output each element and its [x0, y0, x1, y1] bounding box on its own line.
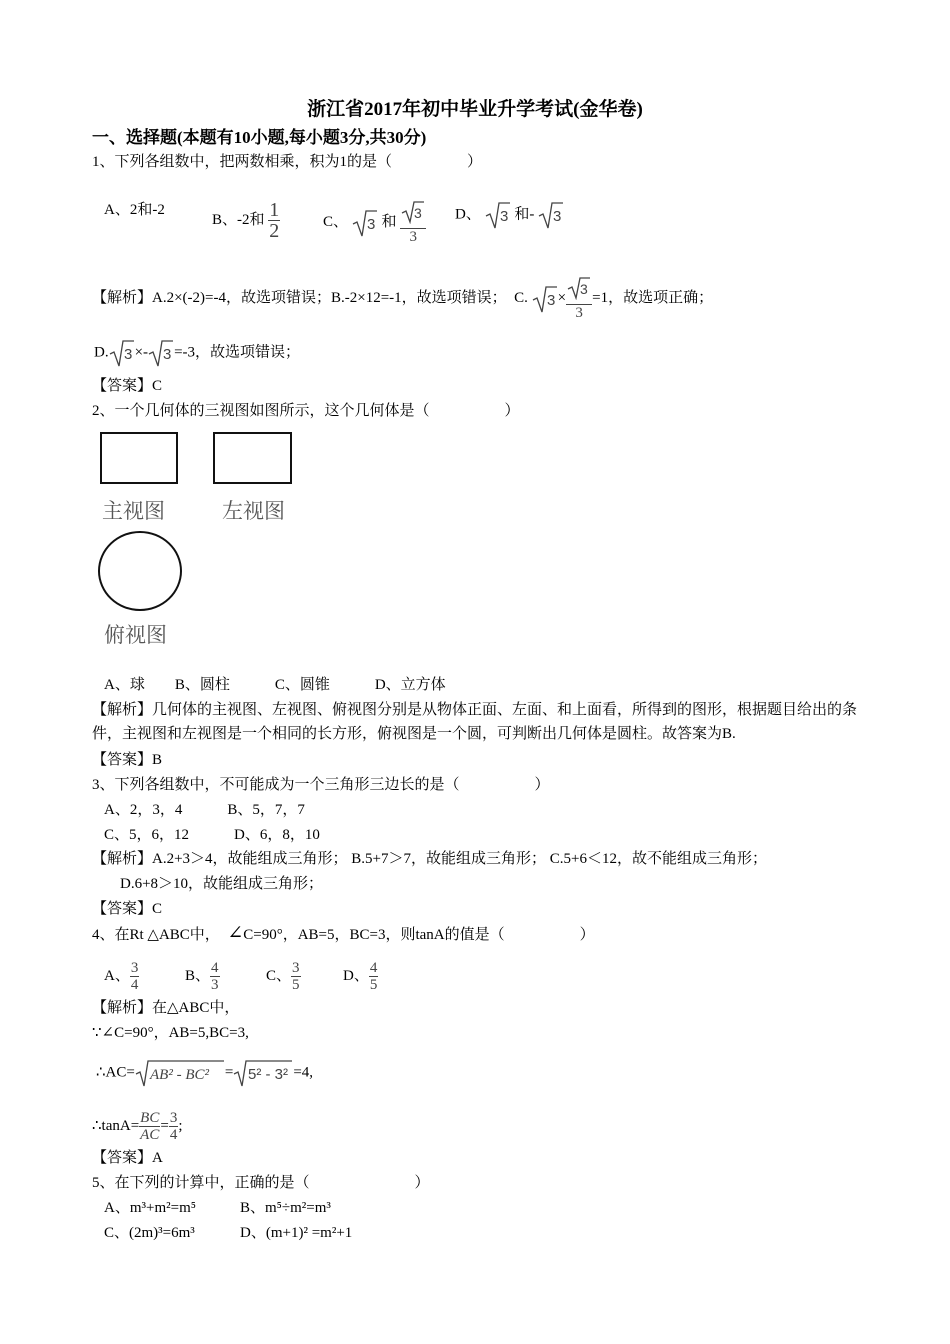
svg-text:3: 3 [123, 346, 132, 363]
q5-option-c: C、(2m)³=6m³ [104, 1225, 195, 1241]
q3-options-row2: C、5，6，12 D、6，8，10 [104, 827, 320, 843]
fraction-sqrt3-over-3: $\frac{3}{3}$ [566, 276, 592, 321]
q3-answer: 【答案】C [92, 901, 163, 917]
top-view-circle [98, 531, 182, 611]
q3-stem: 3、下列各组数中，不可能成为一个三角形三边长的是（ ） [92, 777, 550, 793]
left-view-rectangle [213, 432, 292, 484]
q1-option-b: B、-2和 $\frac{1}{2}$ [212, 199, 280, 242]
q1-option-c: C、 3 和 $\frac{3}{3}$ [323, 200, 426, 245]
sqrt-symbol [532, 284, 558, 314]
q1-answer: 【答案】C [92, 378, 163, 394]
q3-explanation-line1: 【解析】A.2+3＞4，故能组成三角形； B.5+7＞7，故能组成三角形； C.5+6＜12，故不能组成三角形； [92, 851, 767, 867]
fraction-bc-over-ac: $\frac{BC}{AC}$ [140, 1110, 160, 1143]
svg-text:3: 3 [163, 346, 172, 363]
sqrt-symbol [109, 338, 135, 368]
svg-text:AB² - BC²: AB² - BC² [149, 1067, 209, 1083]
q4-explanation: 【解析】在△ABC中， [92, 1000, 240, 1016]
fraction: $\frac{3}{5}$ [292, 960, 300, 993]
svg-text:3: 3 [553, 208, 562, 225]
angle-symbol: ∠ [227, 923, 244, 944]
fraction: $\frac{4}{5}$ [369, 960, 378, 993]
q4-option-d: D、 $\frac{4}{5}$ [343, 960, 378, 993]
q4-option-a: A、 $\frac{3}{4}$ [104, 960, 139, 993]
q3-explanation-line2: D.6+8＞10，故能组成三角形； [120, 876, 324, 892]
svg-text:5² - 3²: 5² - 3² [248, 1066, 289, 1083]
q4-answer: 【答案】A [92, 1150, 163, 1166]
svg-text:3: 3 [546, 291, 555, 309]
q1-explanation-line2: D. 3 ×- 3 =-3，故选项错误； [94, 338, 300, 368]
q3-options-row1: A、2，3，4 B、5，7，7 [104, 802, 305, 818]
svg-text:3: 3 [414, 205, 423, 221]
q4-given: ∵∠C=90°，AB=5,BC=3, [92, 1025, 249, 1041]
q4-tan-calc: ∴tanA= $\frac{BC}{AC}$ = $\frac{3}{4}$ ; [92, 1110, 183, 1143]
q2-options: A、球 B、圆柱 C、圆锥 D、立方体 [104, 677, 446, 693]
fraction: $\frac{4}{3}$ [211, 960, 219, 993]
section-heading: 一、选择题(本题有10小题,每小题3分,共30分) [92, 128, 427, 147]
fraction-half: $\frac{1}{2}$ [269, 199, 280, 242]
q5-option-d: D、(m+1)² =m²+1 [240, 1225, 353, 1241]
page-title: 浙江省2017年初中毕业升学考试(金华卷) [307, 99, 643, 120]
sqrt-symbol [148, 338, 174, 368]
q4-ac-calc: ∴AC= AB² - BC² = 5² - 3² =4, [96, 1058, 313, 1088]
q2-answer: 【答案】B [92, 752, 163, 768]
fraction-3-over-4: $\frac{3}{4}$ [169, 1110, 178, 1143]
svg-text:3: 3 [499, 208, 508, 225]
top-view-caption: 俯视图 [104, 623, 167, 647]
q5-option-b: B、m⁵÷m²=m³ [240, 1200, 331, 1216]
sqrt-symbol [538, 200, 564, 230]
sqrt-symbol [233, 1058, 293, 1088]
front-view-rectangle [100, 432, 178, 484]
q1-option-d: D、 3 和- 3 [455, 200, 564, 230]
svg-text:3: 3 [366, 215, 376, 233]
sqrt-symbol [567, 276, 591, 300]
fraction-sqrt3-over-3: $\frac{3}{3}$ [400, 200, 426, 245]
sqrt-symbol [352, 208, 378, 238]
sqrt-symbol [401, 200, 425, 224]
q1-option-a: A、2和-2 [104, 202, 165, 218]
q4-option-c: C、 $\frac{3}{5}$ [266, 960, 300, 993]
q4-option-b: B、 $\frac{4}{3}$ [185, 960, 219, 993]
sqrt-symbol [485, 200, 511, 230]
q1-explanation-line1: 【解析】A.2×(-2)=-4，故选项错误；B.-2×12=-1，故选项错误； C. 3 × $\frac{3}{3}$ =1，故选项正确； [92, 276, 713, 321]
q5-stem: 5、在下列的计算中，正确的是（ ） [92, 1175, 430, 1191]
q2-stem: 2、一个几何体的三视图如图所示，这个几何体是（ ） [92, 403, 520, 419]
left-view-caption: 左视图 [222, 499, 285, 523]
front-view-caption: 主视图 [102, 499, 165, 523]
q5-option-a: A、m³+m²=m⁵ [104, 1200, 196, 1216]
q2-explanation: 【解析】几何体的主视图、左视图、俯视图分别是从物体正面、左面、和上面看，所得到的图形，根据题目给出的条件，主视图和左视图是一个相同的长方形，俯视图是一个圆，可判断出几何体是圆柱。故答案为B. [92, 702, 858, 742]
svg-text:3: 3 [580, 281, 588, 297]
fraction: $\frac{3}{4}$ [130, 960, 139, 993]
q1-stem: 1、下列各组数中，把两数相乘，积为1的是（ ） [92, 154, 483, 170]
q4-stem: 4、在Rt △ABC中， ∠C=90°，AB=5，BC=3，则tanA的值是（ ） [92, 923, 595, 944]
sqrt-symbol [135, 1058, 225, 1088]
